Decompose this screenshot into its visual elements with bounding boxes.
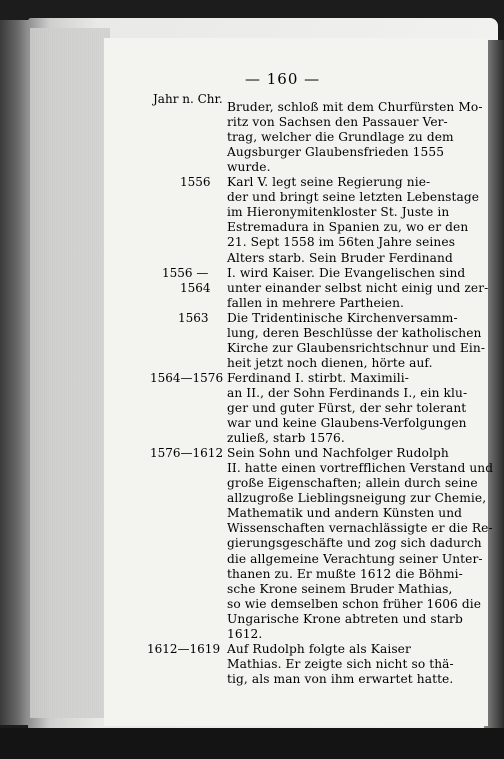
text-line: 1612. bbox=[227, 626, 263, 641]
text-line: ger und guter Fürst, der sehr tolerant bbox=[227, 401, 467, 415]
entry-date: 1556 bbox=[180, 175, 211, 190]
text-line: Die Tridentinische Kirchenversamm- bbox=[227, 310, 458, 325]
entry-date: 1564—1576 bbox=[150, 370, 224, 385]
text-line: 21. Sept 1558 im 56ten Jahre seines bbox=[227, 235, 456, 250]
text-line: tig, als man von ihm erwartet hatte. bbox=[227, 671, 454, 686]
entry-date: 1576—1612 bbox=[150, 446, 224, 461]
text-line: im Hieronymitenkloster St. Juste in bbox=[227, 205, 450, 220]
text-line: I. wird Kaiser. Die Evangelischen sind bbox=[227, 265, 466, 280]
text-line: der und bringt seine letzten Lebenstage bbox=[227, 190, 480, 205]
entry-date: 1556 — bbox=[162, 265, 209, 280]
text-line: II. hatte einen vortrefflichen Verstand und bbox=[227, 461, 494, 476]
text-line: Bruder, schloß mit dem Churfürsten Mo- bbox=[227, 100, 483, 114]
entry-date-end: 1564 bbox=[180, 280, 211, 295]
entry-date: 1563 bbox=[178, 310, 209, 325]
text-line: Augsburger Glaubensfrieden 1555 bbox=[227, 145, 445, 160]
book-cover-edge bbox=[0, 20, 30, 725]
text-line: thanen zu. Er mußte 1612 die Böhmi- bbox=[227, 566, 463, 581]
text-line: Ferdinand I. stirbt. Maximili- bbox=[227, 370, 409, 385]
text-line: allzugroße Lieblingsneigung zur Chemie, bbox=[227, 491, 487, 506]
text-line: an II., der Sohn Ferdinands I., ein klu- bbox=[227, 385, 468, 400]
page-stack-edges bbox=[30, 28, 110, 718]
text-line: Ungarische Krone abtreten und starb bbox=[227, 611, 463, 626]
text-line: ritz von Sachsen den Passauer Ver- bbox=[227, 115, 448, 130]
background-shadow bbox=[0, 728, 504, 759]
text-line: wurde. bbox=[227, 160, 271, 175]
text-line: Sein Sohn und Nachfolger Rudolph bbox=[227, 446, 449, 461]
text-line: sche Krone seinem Bruder Mathias, bbox=[227, 581, 453, 596]
text-line: heit jetzt noch dienen, hörte auf. bbox=[227, 355, 433, 370]
text-line: Auf Rudolph folgte als Kaiser bbox=[227, 641, 411, 656]
page-number: — 160 — bbox=[245, 70, 321, 88]
text-line: Estremadura in Spanien zu, wo er den bbox=[227, 220, 469, 235]
text-line: Karl V. legt seine Regierung nie- bbox=[227, 175, 431, 190]
text-line: Alters starb. Sein Bruder Ferdinand bbox=[227, 250, 453, 265]
text-line: lung, deren Beschlüsse der katholischen bbox=[227, 325, 482, 340]
running-head: Jahr n. Chr. bbox=[153, 92, 223, 106]
text-line: trag, welcher die Grundlage zu dem bbox=[227, 130, 454, 145]
text-line: zuließ, starb 1576. bbox=[227, 431, 345, 446]
text-line: Mathias. Er zeigte sich nicht so thä- bbox=[227, 656, 454, 671]
text-line: Mathematik und andern Künsten und bbox=[227, 506, 463, 521]
text-line: so wie demselben schon früher 1606 die bbox=[227, 596, 482, 611]
text-line: unter einander selbst nicht einig und zer- bbox=[227, 280, 489, 295]
text-line: fallen in mehrere Partheien. bbox=[227, 295, 405, 310]
entry-date: 1612—1619 bbox=[147, 641, 221, 656]
text-line: große Eigenschaften; allein durch seine bbox=[227, 476, 478, 491]
text-line: war und keine Glaubens-Verfolgungen bbox=[227, 416, 467, 431]
text-line: Wissenschaften vernachlässigte er die Re- bbox=[227, 521, 493, 536]
text-line: die allgemeine Verachtung seiner Unter- bbox=[227, 551, 483, 566]
text-line: gierungsgeschäfte und zog sich dadurch bbox=[227, 536, 482, 551]
text-line: Kirche zur Glaubensrichtschnur und Ein- bbox=[227, 340, 486, 355]
